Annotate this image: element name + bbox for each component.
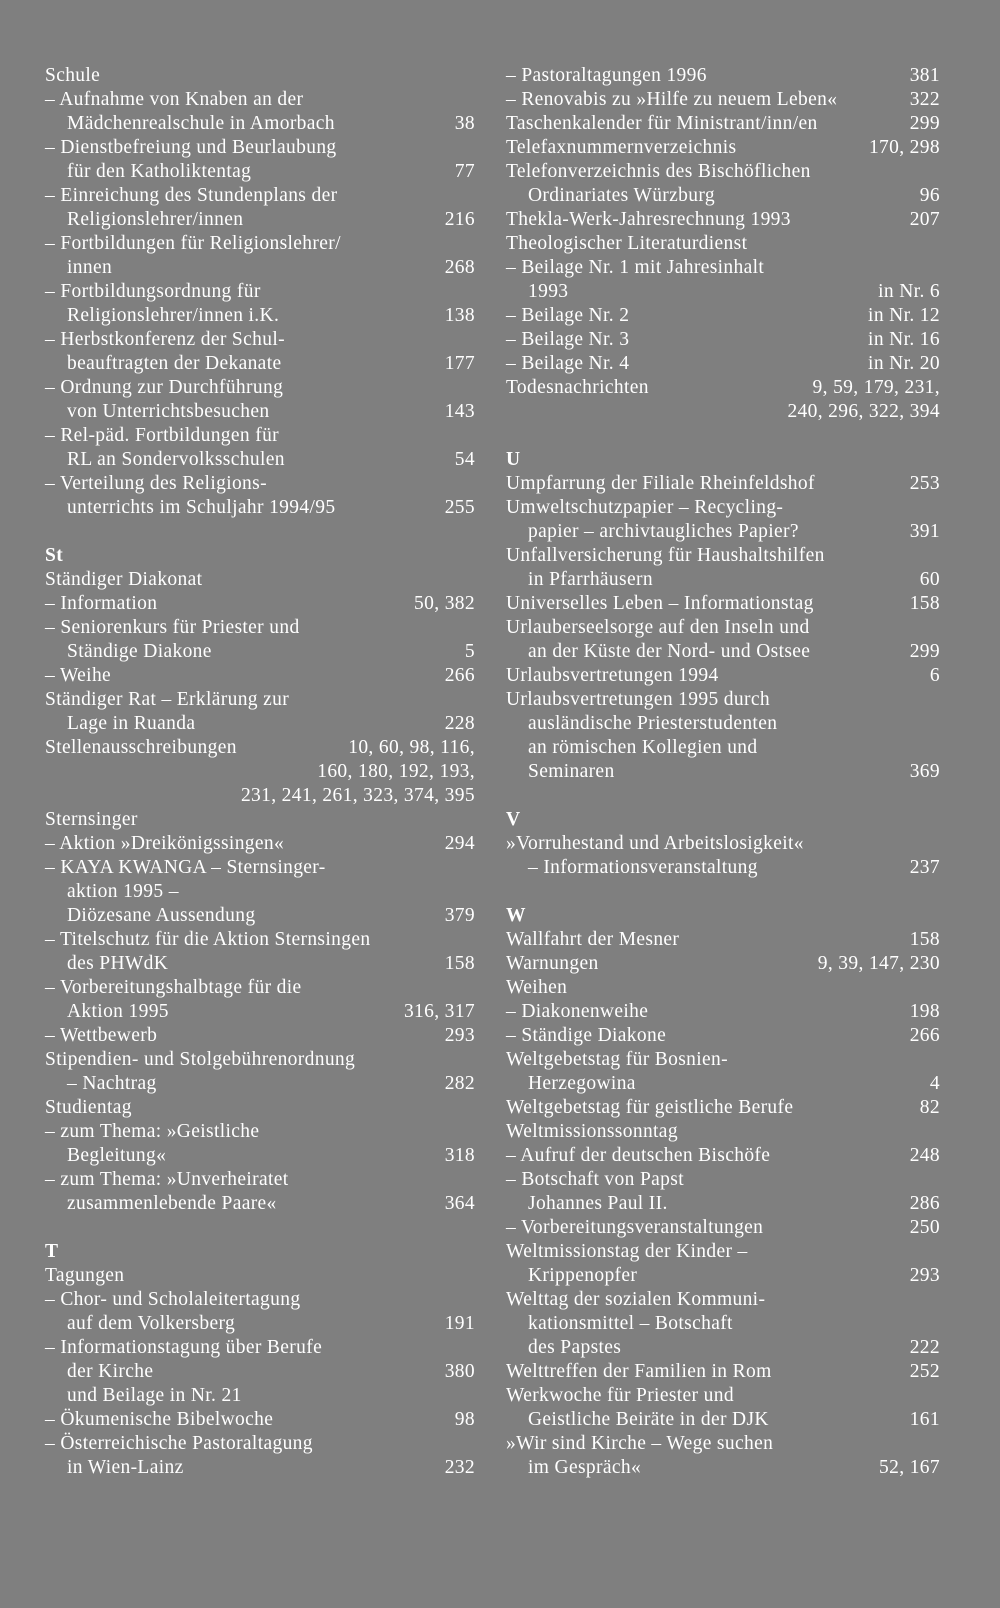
- page-reference: 52, 167: [879, 1457, 940, 1478]
- index-entry-line: [506, 1168, 940, 1192]
- page-reference: 318: [444, 1145, 475, 1166]
- entry-text: in Wien-Lainz: [67, 1457, 184, 1478]
- entry-text: – Ordnung zur Durchführung: [45, 377, 284, 398]
- page-reference: in Nr. 6: [878, 281, 940, 302]
- index-entry-line: [506, 520, 940, 544]
- spacer: [45, 1216, 475, 1240]
- index-entry-line: [506, 928, 940, 952]
- entry-text: – Dienstbefreiung und Beurlaubung: [45, 137, 337, 158]
- index-entry-line: [506, 1384, 940, 1408]
- section-heading: T: [45, 1241, 59, 1262]
- page-reference: 160, 180, 192, 193,: [317, 761, 475, 782]
- page-reference: 266: [444, 665, 475, 686]
- entry-text: Weltmissionstag der Kinder –: [506, 1241, 748, 1262]
- entry-text: innen: [67, 257, 113, 278]
- entry-text: der Kirche: [67, 1361, 154, 1382]
- entry-text: Aktion 1995: [67, 1001, 169, 1022]
- entry-text: – Österreichische Pastoraltagung: [45, 1433, 313, 1454]
- index-entry-line: [506, 280, 940, 304]
- index-entry-line: [45, 592, 475, 616]
- right-column: [506, 64, 940, 1480]
- entry-text: Stipendien- und Stolgebührenordnung: [45, 1049, 356, 1070]
- index-entry-line: [45, 496, 475, 520]
- entry-text: Sternsinger: [45, 809, 138, 830]
- index-entry-line: [506, 856, 940, 880]
- entry-text: – Titelschutz für die Aktion Sternsingen: [45, 929, 371, 950]
- entry-text: – Ökumenische Bibelwoche: [45, 1409, 274, 1430]
- page-reference: 77: [454, 161, 475, 182]
- index-entry-line: [45, 1120, 475, 1144]
- index-entry-line: [506, 88, 940, 112]
- entry-text: Geistliche Beiräte in der DJK: [528, 1409, 769, 1430]
- entry-text: – Renovabis zu »Hilfe zu neuem Leben«: [506, 89, 838, 110]
- entry-text: Diözesane Aussendung: [67, 905, 256, 926]
- page-reference: 379: [444, 905, 475, 926]
- index-entry-line: [506, 1312, 940, 1336]
- index-entry-line: [45, 208, 475, 232]
- index-entry-line: [45, 232, 475, 256]
- spacer: [506, 784, 940, 808]
- entry-text: RL an Sondervolksschulen: [67, 449, 285, 470]
- entry-text: auf dem Volkersberg: [67, 1313, 236, 1334]
- section-letter: [506, 904, 940, 928]
- entry-text: Werkwoche für Priester und: [506, 1385, 734, 1406]
- index-entry-line: [506, 1240, 940, 1264]
- entry-text: – Diakonenweihe: [506, 1001, 649, 1022]
- entry-text: Studientag: [45, 1097, 132, 1118]
- entry-text: Telefaxnummernverzeichnis: [506, 137, 737, 158]
- entry-text: – KAYA KWANGA – Sternsinger-: [45, 857, 326, 878]
- entry-text: Welttreffen der Familien in Rom: [506, 1361, 772, 1382]
- entry-text: Wallfahrt der Mesner: [506, 929, 680, 950]
- index-entry-line: [506, 160, 940, 184]
- entry-text: – Seniorenkurs für Priester und: [45, 617, 300, 638]
- entry-text: aktion 1995 –: [67, 881, 179, 902]
- entry-text: Umpfarrung der Filiale Rheinfeldshof: [506, 473, 815, 494]
- index-entry-line: [506, 1120, 940, 1144]
- entry-text: – Weihe: [45, 665, 112, 686]
- entry-text: Herzegowina: [528, 1073, 636, 1094]
- page-reference: 98: [454, 1409, 475, 1430]
- entry-text: – Aktion »Dreikönigssingen«: [45, 833, 285, 854]
- index-entry-line: [506, 376, 940, 400]
- entry-text: Weihen: [506, 977, 568, 998]
- index-entry-line: [45, 880, 475, 904]
- entry-text: und Beilage in Nr. 21: [67, 1385, 242, 1406]
- entry-text: Universelles Leben – Informationstag: [506, 593, 814, 614]
- entry-text: – zum Thema: »Geistliche: [45, 1121, 260, 1142]
- page-reference: 240, 296, 322, 394: [787, 401, 940, 422]
- index-entry-line: [45, 688, 475, 712]
- page-reference: 391: [909, 521, 940, 542]
- entry-text: Telefonverzeichnis des Bischöflichen: [506, 161, 811, 182]
- index-entry-line: [45, 976, 475, 1000]
- spacer: [506, 424, 940, 448]
- index-entry-line: [45, 304, 475, 328]
- index-entry-line: [45, 736, 475, 760]
- entry-text: im Gespräch«: [528, 1457, 642, 1478]
- index-entry-line: [506, 832, 940, 856]
- index-entry-line: [45, 712, 475, 736]
- entry-text: von Unterrichtsbesuchen: [67, 401, 270, 422]
- index-entry-line: [45, 184, 475, 208]
- entry-text: Krippenopfer: [528, 1265, 638, 1286]
- page-reference: in Nr. 20: [868, 353, 940, 374]
- index-entry-line: [45, 400, 475, 424]
- entry-text: Religionslehrer/innen: [67, 209, 244, 230]
- index-entry-line: [506, 184, 940, 208]
- index-entry-line: [45, 1312, 475, 1336]
- index-entry-line: [506, 760, 940, 784]
- index-entry-line: [45, 88, 475, 112]
- entry-text: – Rel-päd. Fortbildungen für: [45, 425, 280, 446]
- index-entry-line: [45, 832, 475, 856]
- entry-text: Johannes Paul II.: [528, 1193, 668, 1214]
- index-entry-line: [45, 1096, 475, 1120]
- index-entry-line: [45, 256, 475, 280]
- index-entry-line: [45, 1360, 475, 1384]
- section-letter: [506, 808, 940, 832]
- entry-text: Schule: [45, 65, 101, 86]
- page-reference: 60: [919, 569, 940, 590]
- index-entry-line: [506, 640, 940, 664]
- index-entry-line: [506, 208, 940, 232]
- index-entry-line: [506, 1048, 940, 1072]
- entry-text: Ordinariates Würzburg: [528, 185, 715, 206]
- entry-text: 1993: [528, 281, 569, 302]
- entry-text: – Aufnahme von Knaben an der: [45, 89, 304, 110]
- index-entry-line: [45, 856, 475, 880]
- entry-text: – Ständige Diakone: [506, 1025, 667, 1046]
- entry-text: Taschenkalender für Ministrant/inn/en: [506, 113, 818, 134]
- entry-text: Warnungen: [506, 953, 599, 974]
- index-entry-line: [45, 1000, 475, 1024]
- entry-text: Theologischer Literaturdienst: [506, 233, 748, 254]
- entry-text: Urlauberseelsorge auf den Inseln und: [506, 617, 810, 638]
- page-reference: 255: [444, 497, 475, 518]
- page-reference: 207: [909, 209, 940, 230]
- index-entry-line: [45, 1264, 475, 1288]
- page-reference: 10, 60, 98, 116,: [348, 737, 475, 758]
- index-entry-line: [45, 472, 475, 496]
- index-entry-line: [45, 64, 475, 88]
- index-entry-line: [45, 664, 475, 688]
- page-reference: 198: [909, 1001, 940, 1022]
- page-reference: 253: [909, 473, 940, 494]
- page-reference: 381: [909, 65, 940, 86]
- index-entry-line: [506, 1336, 940, 1360]
- page-reference: 5: [464, 641, 475, 662]
- section-letter: [506, 448, 940, 472]
- entry-text: – Beilage Nr. 4: [506, 353, 630, 374]
- page-reference: 252: [909, 1361, 940, 1382]
- entry-text: Mädchenrealschule in Amorbach: [67, 113, 335, 134]
- page-reference: 293: [444, 1025, 475, 1046]
- entry-text: – Aufruf der deutschen Bischöfe: [506, 1145, 771, 1166]
- index-entry-line: [45, 136, 475, 160]
- page-reference: 282: [444, 1073, 475, 1094]
- section-letter: [45, 544, 475, 568]
- index-entry-line: [506, 544, 940, 568]
- entry-text: kationsmittel – Botschaft: [528, 1313, 733, 1334]
- index-entry-line: [506, 1096, 940, 1120]
- index-entry-line: [45, 952, 475, 976]
- index-entry-line: [45, 1288, 475, 1312]
- index-entry-line: [506, 712, 940, 736]
- page-reference: 9, 39, 147, 230: [817, 953, 940, 974]
- index-entry-line: [45, 808, 475, 832]
- index-entry-line: [506, 736, 940, 760]
- entry-text: an der Küste der Nord- und Ostsee: [528, 641, 811, 662]
- entry-text: – Beilage Nr. 3: [506, 329, 630, 350]
- index-entry-line: [45, 1144, 475, 1168]
- index-entry-line: [45, 784, 475, 808]
- page-reference: 222: [909, 1337, 940, 1358]
- page-reference: 161: [909, 1409, 940, 1430]
- page-reference: 138: [444, 305, 475, 326]
- index-entry-line: [506, 664, 940, 688]
- index-entry-line: [506, 1216, 940, 1240]
- index-entry-line: [45, 160, 475, 184]
- entry-text: – zum Thema: »Unverheiratet: [45, 1169, 289, 1190]
- index-entry-line: [506, 1360, 940, 1384]
- entry-text: Ständige Diakone: [67, 641, 212, 662]
- entry-text: zusammenlebende Paare«: [67, 1193, 277, 1214]
- spacer: [45, 520, 475, 544]
- page-reference: in Nr. 12: [868, 305, 940, 326]
- section-heading: U: [506, 449, 521, 470]
- entry-text: beauftragten der Dekanate: [67, 353, 282, 374]
- page-reference: 316, 317: [403, 1001, 475, 1022]
- page-reference: 177: [444, 353, 475, 374]
- index-entry-line: [45, 112, 475, 136]
- page-reference: 380: [444, 1361, 475, 1382]
- page-reference: 158: [909, 593, 940, 614]
- entry-text: Weltgebetstag für Bosnien-: [506, 1049, 728, 1070]
- entry-text: Ständiger Rat – Erklärung zur: [45, 689, 290, 710]
- entry-text: Todesnachrichten: [506, 377, 649, 398]
- entry-text: Welttag der sozialen Kommuni-: [506, 1289, 766, 1310]
- entry-text: Weltmissionssonntag: [506, 1121, 678, 1142]
- section-heading: St: [45, 545, 64, 566]
- index-entry-line: [45, 1408, 475, 1432]
- entry-text: Stellenausschreibungen: [45, 737, 237, 758]
- entry-text: – Herbstkonferenz der Schul-: [45, 329, 285, 350]
- page-reference: 248: [909, 1145, 940, 1166]
- index-entry-line: [506, 1024, 940, 1048]
- index-entry-line: [506, 1144, 940, 1168]
- page-reference: 6: [929, 665, 940, 686]
- page-reference: 96: [919, 185, 940, 206]
- page-reference: 216: [444, 209, 475, 230]
- index-entry-line: [45, 1072, 475, 1096]
- index-entry-line: [506, 232, 940, 256]
- entry-text: – Botschaft von Papst: [506, 1169, 684, 1190]
- index-entry-line: [506, 64, 940, 88]
- entry-text: »Vorruhestand und Arbeitslosigkeit«: [506, 833, 804, 854]
- index-entry-line: [506, 1432, 940, 1456]
- index-entry-line: [45, 1048, 475, 1072]
- index-entry-line: [506, 136, 940, 160]
- index-entry-line: [506, 328, 940, 352]
- page-reference: 143: [444, 401, 475, 422]
- entry-text: – Informationsveranstaltung: [528, 857, 758, 878]
- page-reference: 4: [929, 1073, 940, 1094]
- entry-text: – Informationstagung über Berufe: [45, 1337, 323, 1358]
- index-entry-line: [506, 688, 940, 712]
- index-entry-line: [45, 448, 475, 472]
- index-entry-line: [45, 568, 475, 592]
- entry-text: – Verteilung des Religions-: [45, 473, 267, 494]
- page-reference: 250: [909, 1217, 940, 1238]
- page-reference: 286: [909, 1193, 940, 1214]
- page-reference: 268: [444, 257, 475, 278]
- entry-text: – Chor- und Scholaleitertagung: [45, 1289, 301, 1310]
- index-entry-line: [45, 1456, 475, 1480]
- index-entry-line: [506, 472, 940, 496]
- index-entry-line: [506, 112, 940, 136]
- index-entry-line: [506, 592, 940, 616]
- page-reference: 232: [444, 1457, 475, 1478]
- page-reference: 9, 59, 179, 231,: [812, 377, 940, 398]
- entry-text: – Beilage Nr. 1 mit Jahresinhalt: [506, 257, 765, 278]
- index-entry-line: [506, 304, 940, 328]
- entry-text: Umweltschutzpapier – Recycling-: [506, 497, 784, 518]
- entry-text: Urlaubsvertretungen 1995 durch: [506, 689, 770, 710]
- page-reference: 82: [919, 1097, 940, 1118]
- entry-text: – Nachtrag: [67, 1073, 157, 1094]
- entry-text: – Fortbildungsordnung für: [45, 281, 261, 302]
- entry-text: – Wettbewerb: [45, 1025, 158, 1046]
- index-entry-line: [45, 1384, 475, 1408]
- index-entry-line: [45, 904, 475, 928]
- page-reference: 170, 298: [868, 137, 940, 158]
- index-entry-line: [506, 1288, 940, 1312]
- index-entry-line: [45, 376, 475, 400]
- index-entry-line: [506, 400, 940, 424]
- entry-text: papier – archivtaugliches Papier?: [528, 521, 799, 542]
- index-entry-line: [506, 1192, 940, 1216]
- entry-text: Urlaubsvertretungen 1994: [506, 665, 719, 686]
- page-reference: 38: [454, 113, 475, 134]
- index-entry-line: [506, 1456, 940, 1480]
- section-letter: [45, 1240, 475, 1264]
- page-reference: 237: [909, 857, 940, 878]
- index-entry-line: [45, 1432, 475, 1456]
- page-reference: 364: [444, 1193, 475, 1214]
- index-entry-line: [45, 280, 475, 304]
- index-entry-line: [506, 1072, 940, 1096]
- entry-text: für den Katholiktentag: [67, 161, 252, 182]
- page-reference: 299: [909, 113, 940, 134]
- entry-text: Unfallversicherung für Haushaltshilfen: [506, 545, 825, 566]
- index-entry-line: [506, 1408, 940, 1432]
- entry-text: des Papstes: [528, 1337, 622, 1358]
- index-entry-line: [506, 496, 940, 520]
- index-entry-line: [45, 760, 475, 784]
- spacer: [506, 880, 940, 904]
- index-entry-line: [45, 352, 475, 376]
- entry-text: – Fortbildungen für Religionslehrer/: [45, 233, 341, 254]
- index-entry-line: [45, 1024, 475, 1048]
- index-entry-line: [45, 1168, 475, 1192]
- entry-text: des PHWdK: [67, 953, 169, 974]
- index-entry-line: [45, 640, 475, 664]
- index-entry-line: [45, 1192, 475, 1216]
- entry-text: Begleitung«: [67, 1145, 167, 1166]
- entry-text: Tagungen: [45, 1265, 125, 1286]
- index-entry-line: [45, 424, 475, 448]
- entry-text: – Vorbereitungshalbtage für die: [45, 977, 302, 998]
- page-reference: 369: [909, 761, 940, 782]
- index-entry-line: [45, 616, 475, 640]
- index-entry-line: [506, 352, 940, 376]
- entry-text: – Einreichung des Stundenplans der: [45, 185, 338, 206]
- entry-text: in Pfarrhäusern: [528, 569, 653, 590]
- index-entry-line: [506, 976, 940, 1000]
- page-reference: 322: [909, 89, 940, 110]
- page-reference: 294: [444, 833, 475, 854]
- entry-text: – Vorbereitungsveranstaltungen: [506, 1217, 764, 1238]
- index-entry-line: [506, 1000, 940, 1024]
- index-entry-line: [506, 568, 940, 592]
- entry-text: unterrichts im Schuljahr 1994/95: [67, 497, 336, 518]
- page-reference: in Nr. 16: [868, 329, 940, 350]
- entry-text: – Information: [45, 593, 158, 614]
- entry-text: Lage in Ruanda: [67, 713, 196, 734]
- index-entry-line: [45, 1336, 475, 1360]
- page-reference: 191: [444, 1313, 475, 1334]
- index-entry-line: [45, 928, 475, 952]
- entry-text: – Pastoraltagungen 1996: [506, 65, 707, 86]
- index-entry-line: [506, 1264, 940, 1288]
- section-heading: V: [506, 809, 521, 830]
- page-reference: 158: [909, 929, 940, 950]
- entry-text: »Wir sind Kirche – Wege suchen: [506, 1433, 774, 1454]
- entry-text: Seminaren: [528, 761, 615, 782]
- entry-text: ausländische Priesterstudenten: [528, 713, 778, 734]
- page-reference: 293: [909, 1265, 940, 1286]
- entry-text: Weltgebetstag für geistliche Berufe: [506, 1097, 794, 1118]
- page-reference: 299: [909, 641, 940, 662]
- page-reference: 228: [444, 713, 475, 734]
- index-entry-line: [506, 616, 940, 640]
- index-entry-line: [506, 952, 940, 976]
- index-entry-line: [45, 328, 475, 352]
- entry-text: an römischen Kollegien und: [528, 737, 758, 758]
- page-reference: 231, 241, 261, 323, 374, 395: [240, 785, 475, 806]
- page-reference: 50, 382: [414, 593, 475, 614]
- entry-text: Religionslehrer/innen i.K.: [67, 305, 280, 326]
- entry-text: Ständiger Diakonat: [45, 569, 203, 590]
- section-heading: W: [506, 905, 526, 926]
- left-column: [45, 64, 475, 1480]
- index-entry-line: [506, 256, 940, 280]
- page-reference: 54: [454, 449, 475, 470]
- page-reference: 266: [909, 1025, 940, 1046]
- page-reference: 158: [444, 953, 475, 974]
- entry-text: Thekla-Werk-Jahresrechnung 1993: [506, 209, 791, 230]
- entry-text: – Beilage Nr. 2: [506, 305, 630, 326]
